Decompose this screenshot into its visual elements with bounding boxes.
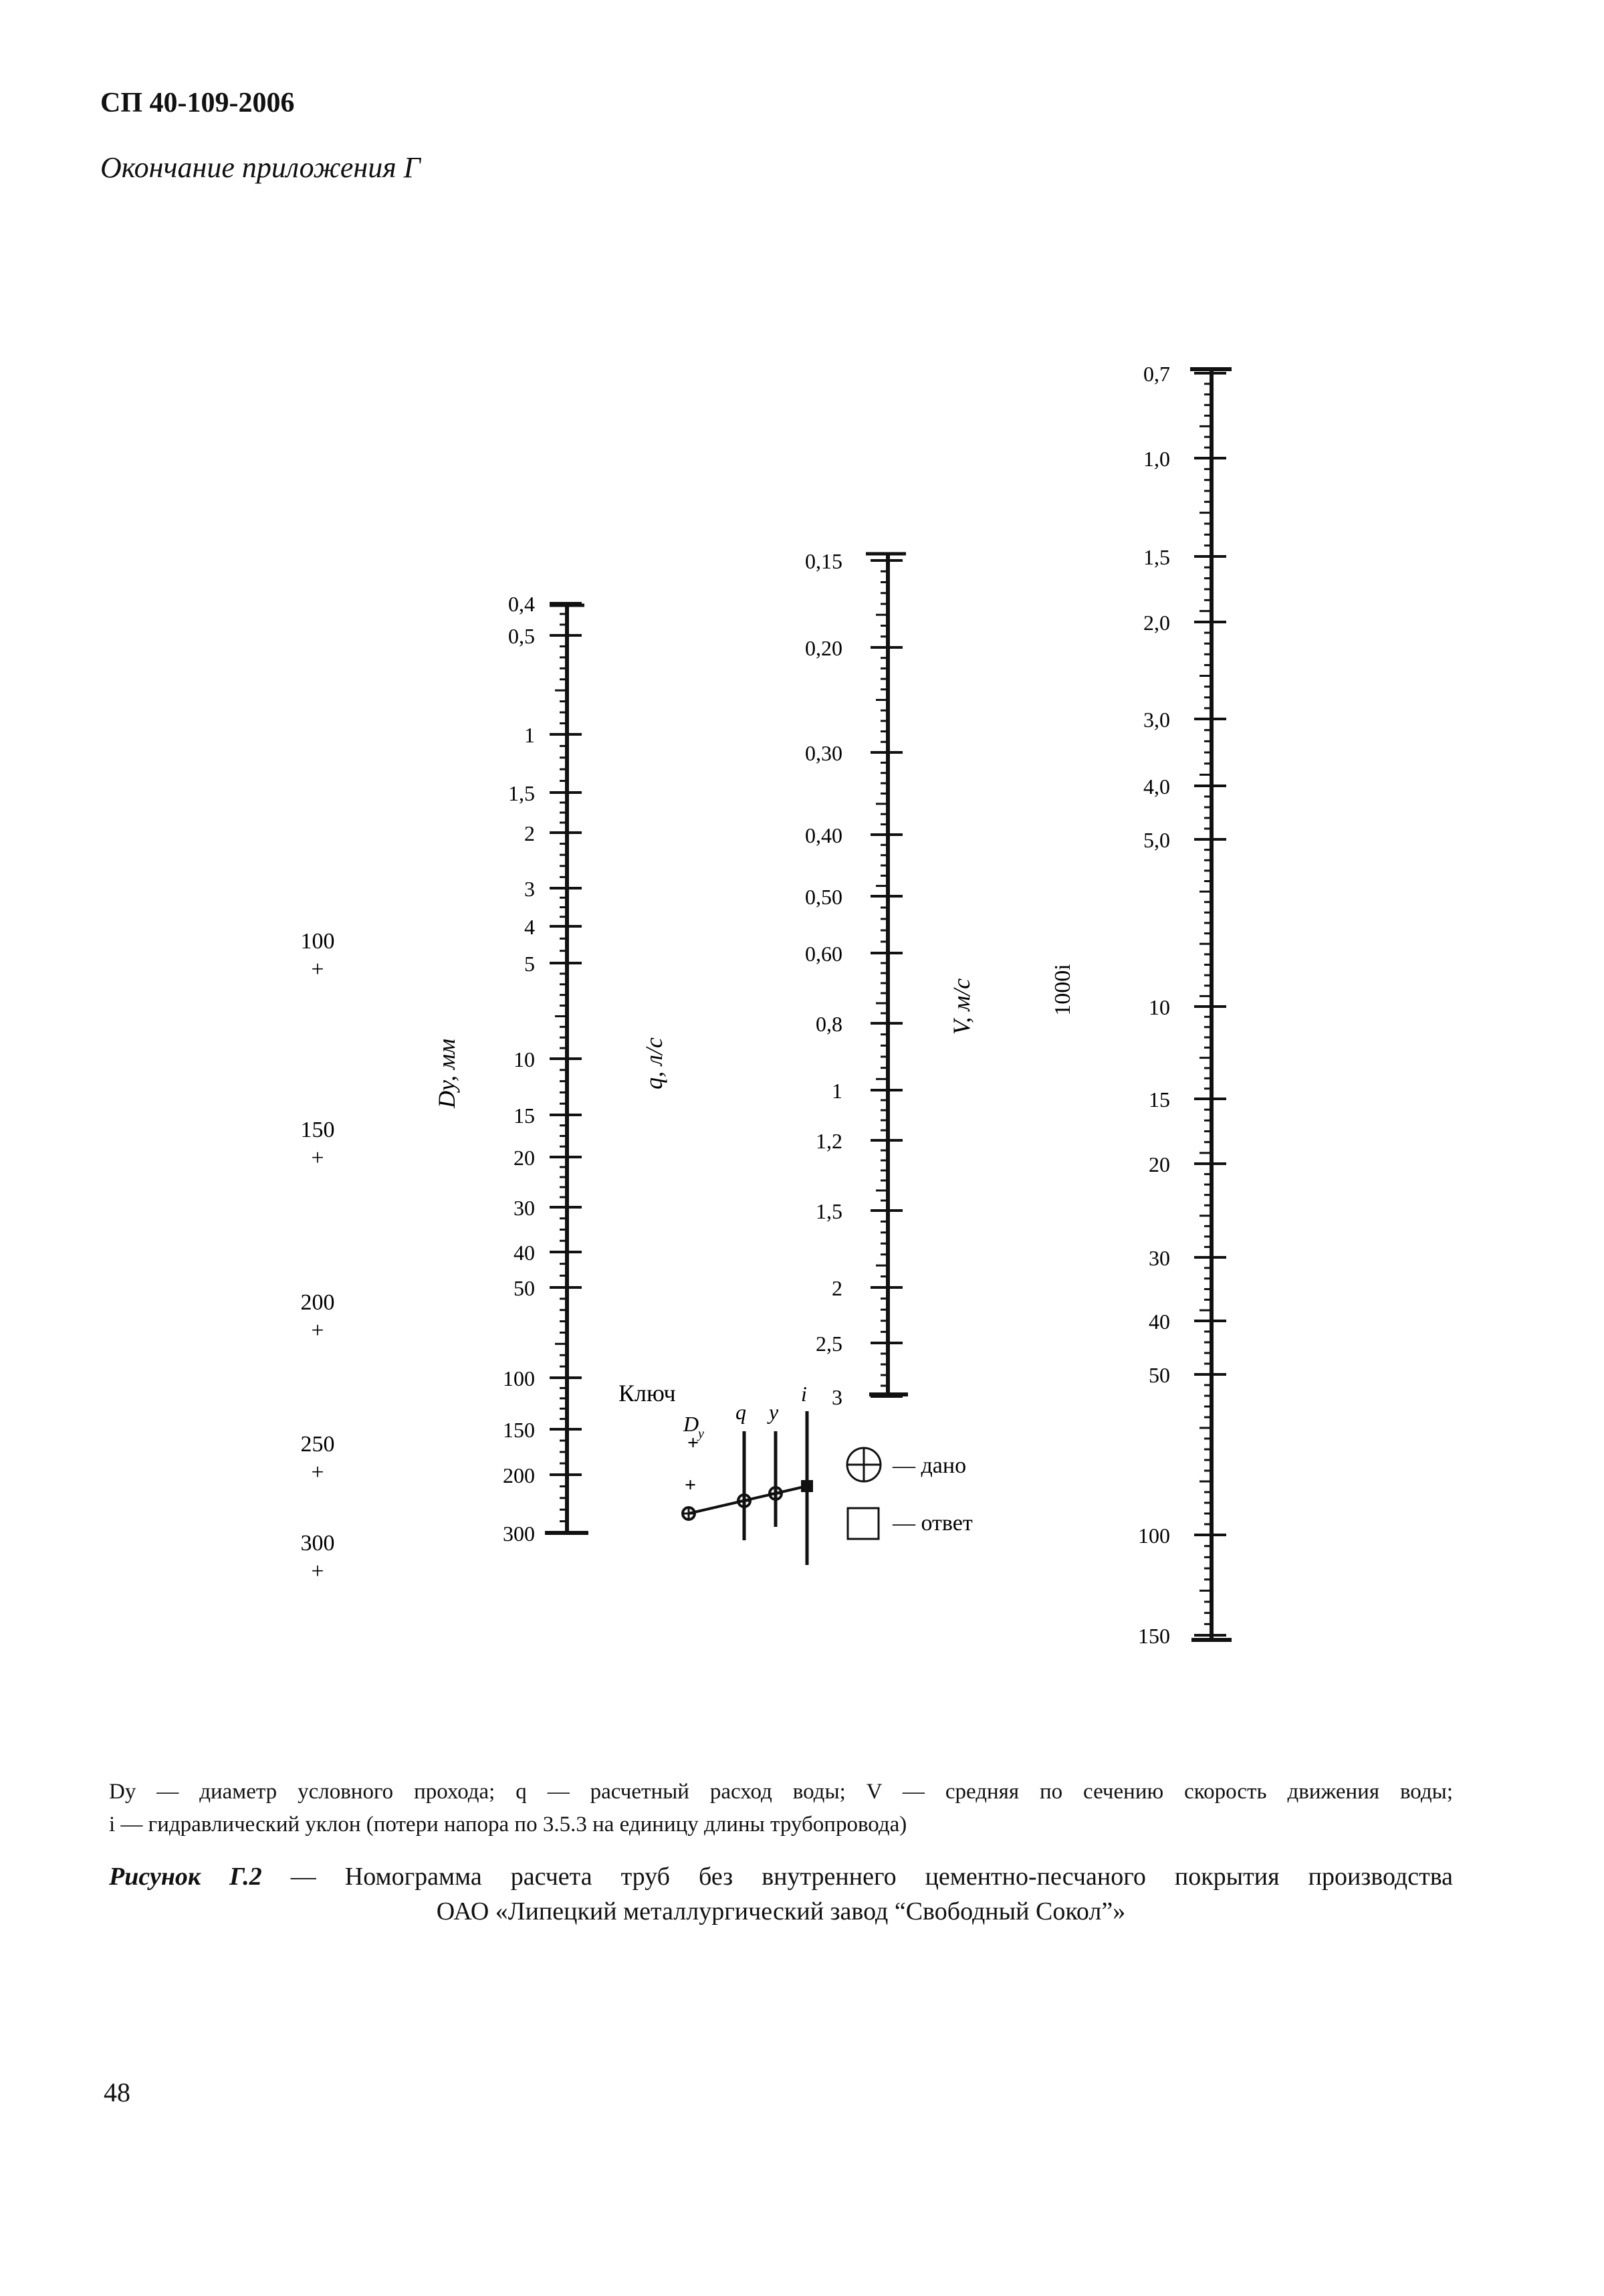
i-tick-label: 50	[1149, 1363, 1170, 1387]
i-scale	[1050, 362, 1232, 1648]
key-plus-2: +	[685, 1474, 697, 1496]
i-tick-label: 4,0	[1143, 774, 1170, 799]
key-answer-label: — ответ	[893, 1511, 973, 1536]
key-answer-symbol	[848, 1508, 879, 1539]
dy-tick-label: 10	[513, 1047, 535, 1071]
key-given-marker-1	[683, 1507, 695, 1520]
i-tick-label: 2,0	[1143, 611, 1170, 635]
i-tick-label: 5,0	[1143, 828, 1170, 852]
q-tick-label: 1,2	[816, 1129, 842, 1153]
q-tick-label: 1	[832, 1079, 842, 1103]
dy-scale	[433, 592, 588, 1546]
section-title: Окончание приложения Г	[100, 151, 421, 184]
key-given-marker-2	[738, 1495, 750, 1507]
q-tick-label: 1,5	[816, 1199, 842, 1223]
caption-line-2: ОАО «Липецкий металлургический завод “Свободный Сокол”»	[436, 1897, 1126, 1925]
dy-tick-label: 30	[513, 1196, 535, 1220]
q-tick-label: 0,40	[805, 823, 842, 847]
dy-tick-label: 40	[513, 1241, 535, 1265]
dy-tick-label: 4	[524, 915, 535, 939]
i-tick-label: 1,5	[1143, 545, 1170, 569]
key-answer-marker	[801, 1480, 813, 1492]
dy-tick-label: 0,4	[508, 592, 535, 616]
key-title: Ключ	[618, 1380, 676, 1406]
i-tick-label: 30	[1149, 1246, 1170, 1270]
q-tick-label: 0,8	[816, 1012, 842, 1036]
i-tick-label: 20	[1149, 1152, 1170, 1176]
caption-text-1: — Номограмма расчета труб без внутреннего цементно-песчаного покрытия производства	[290, 1863, 1453, 1891]
q-tick-label: 0,30	[805, 741, 842, 765]
dy-tick-label: 100	[503, 1366, 535, 1390]
q-tick-label: 2	[832, 1276, 842, 1300]
q-tick-label: 0,20	[805, 636, 842, 660]
dy-tick-label: 3	[524, 877, 535, 901]
i-tick-label: 1,0	[1143, 447, 1170, 471]
q-tick-label: 3	[832, 1385, 842, 1409]
key-given-symbol	[847, 1448, 881, 1481]
key-label-dy: D	[683, 1412, 699, 1436]
outer-scale-label: 250	[300, 1432, 335, 1457]
caption-label: Рисунок Г.2	[109, 1863, 262, 1891]
outer-scale-marker: +	[311, 1318, 324, 1343]
key-label-q: q	[735, 1400, 746, 1424]
dy-tick-label: 2	[524, 821, 535, 845]
q-tick-label: 0,15	[805, 549, 842, 573]
outer-scale-label: 300	[300, 1531, 335, 1556]
outer-scale-label: 100	[300, 929, 335, 954]
key-diagram	[618, 1380, 973, 1565]
q-scale	[641, 549, 908, 1409]
q-axis-label: q, л/с	[641, 1037, 667, 1089]
v-axis-label: V, м/с	[948, 978, 975, 1035]
q-tick-label: 2,5	[816, 1332, 842, 1356]
outer-scale-label: 150	[300, 1118, 335, 1142]
q-tick-label: 0,60	[805, 942, 842, 966]
key-plus-1: +	[687, 1432, 699, 1454]
key-label-dy-sub: y	[698, 1427, 704, 1441]
dy-tick-label: 15	[513, 1104, 535, 1128]
key-label-i: i	[801, 1382, 807, 1406]
dy-tick-label: 1,5	[508, 781, 535, 805]
i-tick-label: 40	[1149, 1310, 1170, 1334]
i-tick-label: 0,7	[1143, 362, 1170, 386]
dy-tick-label: 150	[503, 1418, 535, 1442]
i-tick-label: 100	[1138, 1524, 1170, 1548]
figure-caption	[109, 1859, 1453, 1929]
outer-scale-marker: +	[311, 1460, 324, 1485]
document-code: СП 40-109-2006	[100, 88, 295, 118]
dy-axis-label: Dy, мм	[433, 1039, 460, 1108]
i-tick-label: 15	[1149, 1087, 1170, 1112]
dy-tick-label: 200	[503, 1463, 535, 1487]
legend-line-1: Dу — диаметр условного прохода; q — расчетный расход воды; V — средняя по сечению скорость движения воды;	[109, 1780, 1453, 1804]
page-number: 48	[104, 2077, 130, 2107]
legend-line-2: i — гидравлический уклон (потери напора по 3.5.3 на единицу длины трубопровода)	[109, 1812, 907, 1837]
dy-tick-label: 1	[524, 723, 535, 747]
dy-tick-label: 300	[503, 1522, 535, 1546]
key-label-y: у	[769, 1400, 779, 1424]
outer-scale-marker: +	[311, 1559, 324, 1584]
outer-scale-marker: +	[311, 1146, 324, 1170]
i-tick-label: 3,0	[1143, 708, 1170, 732]
caption-line-1	[109, 1859, 1453, 1894]
i-tick-label: 10	[1149, 995, 1170, 1019]
key-given-marker-3	[770, 1487, 782, 1499]
dy-tick-label: 0,5	[508, 624, 535, 648]
key-given-label: — дано	[893, 1453, 967, 1478]
dy-tick-label: 50	[513, 1276, 535, 1300]
q-tick-label: 0,50	[805, 885, 842, 909]
i-axis-label: 1000i	[1050, 964, 1075, 1016]
outer-scale-marker: +	[311, 957, 324, 982]
i-tick-label: 150	[1138, 1624, 1170, 1648]
v-scale	[948, 978, 975, 1035]
dy-tick-label: 20	[513, 1146, 535, 1170]
dy-tick-label: 5	[524, 952, 535, 976]
outer-scale-label: 200	[300, 1290, 335, 1315]
outer-dy-scale	[301, 929, 335, 1584]
